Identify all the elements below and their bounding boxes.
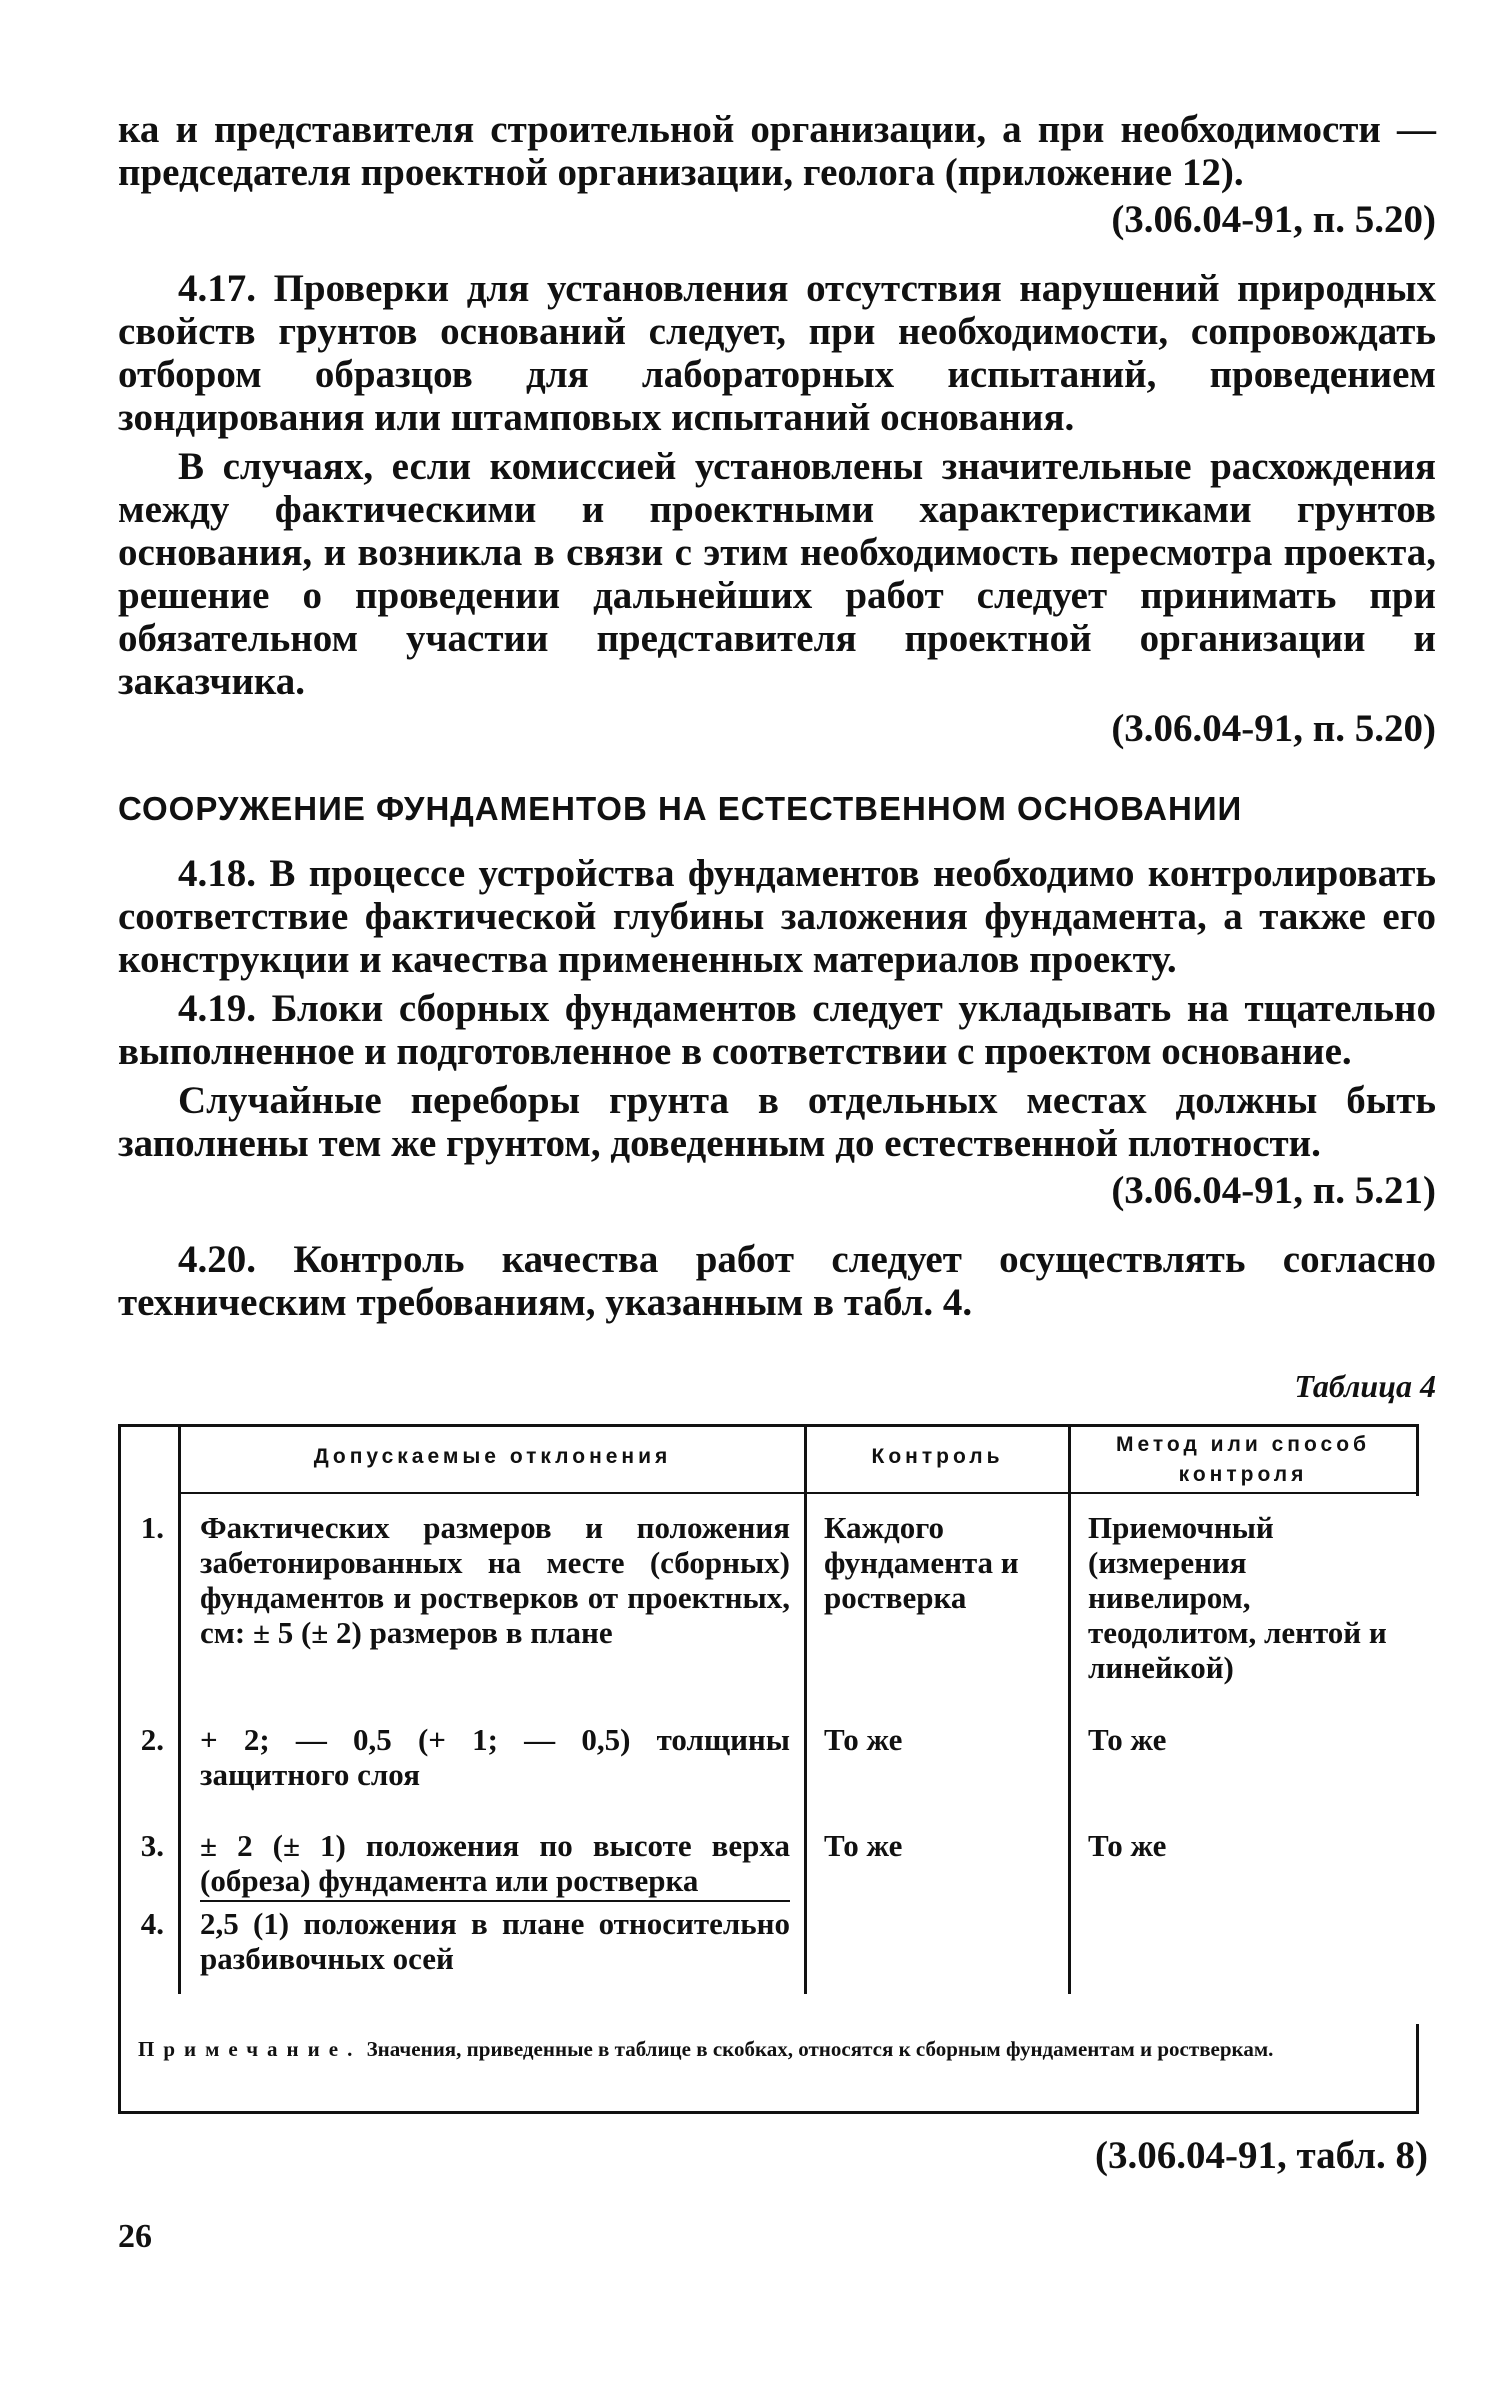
- reference-2: (3.06.04-91, п. 5.20): [1111, 707, 1436, 750]
- row-2-control: То же: [824, 1722, 903, 1757]
- header-deviations: Допускаемые отклонения: [313, 1445, 672, 1468]
- reference-4: (3.06.04-91, табл. 8): [1094, 2134, 1428, 2177]
- header-control: Контроль: [871, 1445, 1004, 1468]
- paragraph-4-17-cont: В случаях, если комиссией установлены значительные расхождения между фактическими и проектными характеристиками грунтов основания, и возникла в связи с этим необходимость пересмотра проекта, решение о проведении дальнейших работ следует принимать при обязательном участии представителя проектной организации и заказчика.: [118, 445, 1436, 703]
- paragraph-4-19-cont: Случайные переборы грунта в отдельных местах должны быть заполнены тем же грунтом, доведенным до естественной плотности.: [118, 1079, 1436, 1165]
- row-1-method: Приемочный (измерения нивелиром, теодолитом, лентой и линейкой): [1088, 1510, 1387, 1685]
- table-header-border: [178, 1492, 1418, 1494]
- paragraph-continuation: ка и представителя строительной организации, а при необходимости — председателя проектной организации, геолога (приложение 12).: [118, 108, 1436, 194]
- row-2-method: То же: [1088, 1722, 1167, 1757]
- row-3-deviation: ± 2 (± 1) положения по высоте верха (обреза) фундамента или ростверка: [200, 1828, 790, 1898]
- section-heading: СООРУЖЕНИЕ ФУНДАМЕНТОВ НА ЕСТЕСТВЕННОМ ОСНОВАНИИ: [118, 790, 1243, 827]
- row-2-number: 2.: [140, 1722, 164, 1757]
- row-3-method: То же: [1088, 1828, 1167, 1863]
- table-col-divider-2: [804, 1424, 807, 1994]
- row-4-deviation: 2,5 (1) положения в плане относительно разбивочных осей: [200, 1906, 790, 1976]
- paragraph-4-18: 4.18. В процессе устройства фундаментов необходимо контролировать соответствие фактической глубины заложения фундамента, а также его конструкции и качества примененных материалов проекту.: [118, 852, 1436, 981]
- row-3-number: 3.: [140, 1828, 164, 1863]
- row-1-control: Каждого фундамента и ростверка: [824, 1510, 1019, 1615]
- row-4-number: 4.: [140, 1906, 164, 1941]
- page-number: 26: [118, 2218, 152, 2255]
- header-method: Метод или способ контроля: [1115, 1433, 1370, 1486]
- paragraph-4-20: 4.20. Контроль качества работ следует осуществлять согласно техническим требованиям, указанным в табл. 4.: [118, 1238, 1436, 1324]
- table-bottom-border: [118, 2111, 1418, 2114]
- reference-1: (3.06.04-91, п. 5.20): [1111, 198, 1436, 241]
- text-block-top: [118, 108, 1436, 1324]
- table-left-border: [118, 1424, 121, 2114]
- paragraph-4-17: 4.17. Проверки для установления отсутствия нарушений природных свойств грунтов оснований следует, при необходимости, сопровождать отбором образцов для лабораторных испытаний, проведением зондирования или штамповых испытаний основания.: [118, 267, 1436, 439]
- table-top-border: [118, 1424, 1418, 1427]
- table-note-label: Примечание.: [138, 2037, 362, 2061]
- table-caption: Таблица 4: [1294, 1368, 1436, 1404]
- table-right-border-bottom: [1416, 2024, 1419, 2114]
- row-2-deviation: + 2; — 0,5 (+ 1; — 0,5) толщины защитного слоя: [200, 1722, 790, 1792]
- table-col-divider-1: [178, 1424, 181, 1994]
- table-note: [138, 2034, 1408, 2064]
- reference-3: (3.06.04-91, п. 5.21): [1111, 1169, 1436, 1212]
- tolerance-table: [118, 1424, 1436, 2114]
- row-1-deviation: Фактических размеров и положения забетонированных на месте (сборных) фундаментов и ростверков от проектных, см: ± 5 (± 2) размеров в плане: [200, 1510, 790, 1650]
- table-col-divider-3: [1068, 1424, 1071, 1994]
- row-4-separator: [200, 1900, 790, 1902]
- row-1-number: 1.: [140, 1510, 164, 1545]
- table-right-border-top: [1416, 1424, 1419, 1496]
- paragraph-4-19: 4.19. Блоки сборных фундаментов следует укладывать на тщательно выполненное и подготовленное в соответствии с проектом основание.: [118, 987, 1436, 1073]
- table-note-text: Значения, приведенные в таблице в скобках, относятся к сборным фундаментам и ростверкам.: [366, 2037, 1274, 2061]
- row-3-control: То же: [824, 1828, 903, 1863]
